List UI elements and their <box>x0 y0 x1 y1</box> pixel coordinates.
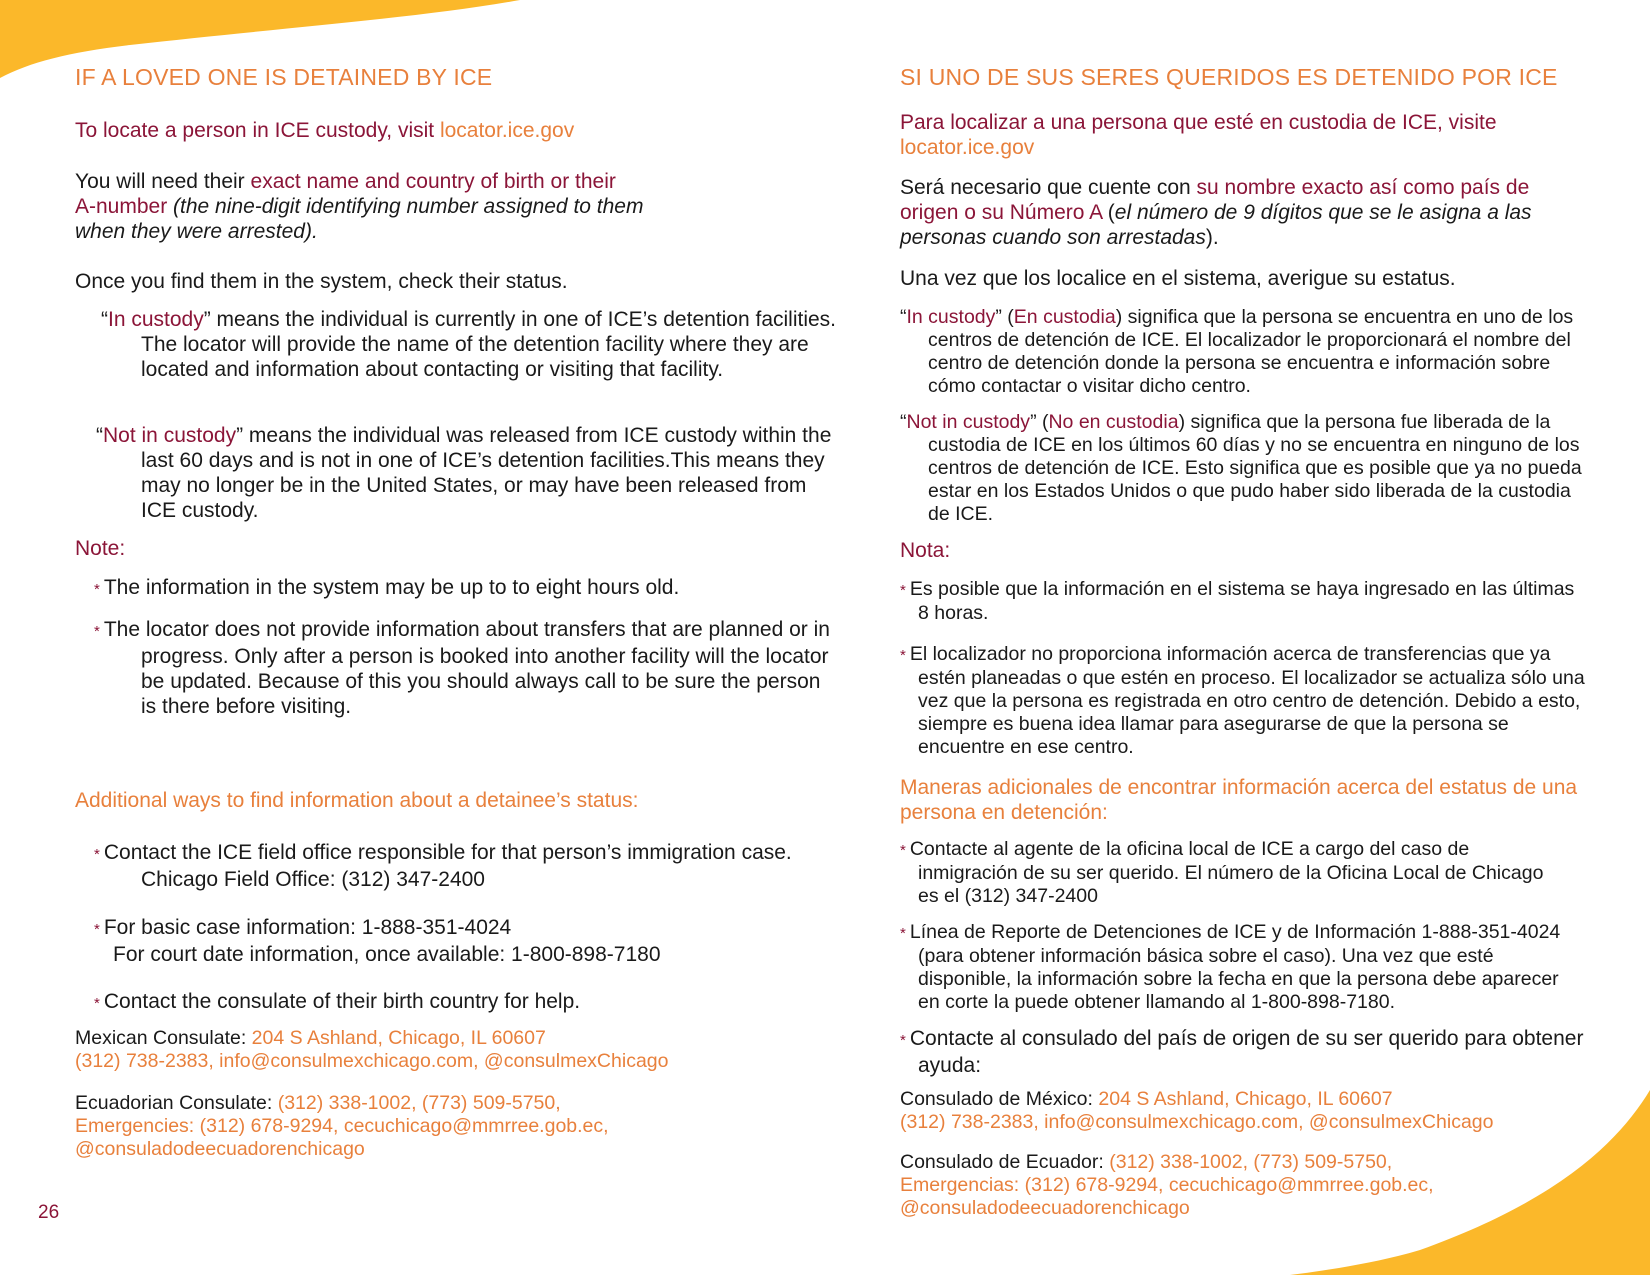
right-note-item: * Es posible que la información en el sistema se haya ingresado en las últimas 8 horas. <box>900 578 1575 624</box>
right-ecuadorian-consulate: Consulado de Ecuador: (312) 338-1002, (773) 509-5750, Emergencias: (312) 678-9294, cecuchicago@mmrree.gob.ec, @consuladodeecuadorenchicago <box>900 1151 1434 1219</box>
left-additional-item: * Contact the ICE field office responsible for that person’s immigration case. Chicago Field Office: (312) 347-2400 <box>94 841 792 891</box>
right-additional-item: * Contacte al consulado del país de origen de su ser querido para obtener ayuda: <box>900 1027 1584 1077</box>
right-locate-paragraph: Para localizar a una persona que esté en custodia de ICE, visite locator.ice.gov <box>900 111 1497 159</box>
locator-link[interactable]: locator.ice.gov <box>900 136 1035 159</box>
asterisk-bullet-icon: * <box>900 1032 906 1049</box>
left-additional-heading: Additional ways to find information about a detainee’s status: <box>75 789 639 812</box>
locator-link[interactable]: locator.ice.gov <box>439 119 575 142</box>
asterisk-bullet-icon: * <box>94 846 100 863</box>
right-not-custody-item: “Not in custody” (No en custodia) significa que la persona fue liberada de la custodia de ICE en los últimos 60 días y no se encuentra en ninguno de los centros de detención de ICE. Esto significa que es posible que ya no pueda estar en los Estados Unidos o que pudo haber sido liberada de la custodia de ICE. <box>900 411 1582 525</box>
asterisk-bullet-icon: * <box>900 925 906 942</box>
page-number: 26 <box>38 1202 60 1223</box>
asterisk-bullet-icon: * <box>900 842 906 859</box>
asterisk-bullet-icon: * <box>94 995 100 1012</box>
asterisk-bullet-icon: * <box>94 921 100 938</box>
right-mexican-consulate: Consulado de México: 204 S Ashland, Chicago, IL 60607 (312) 738-2383, info@consulmexchicago.com, @consulmexChicago <box>900 1088 1494 1133</box>
left-in-custody-item: “In custody” means the individual is currently in one of ICE’s detention facilities. The locator will provide the name of the detention facility where they are located and information about contacting or visiting that facility. <box>101 308 837 381</box>
asterisk-bullet-icon: * <box>94 581 100 598</box>
left-additional-item: * Contact the consulate of their birth country for help. <box>94 990 581 1013</box>
asterisk-bullet-icon: * <box>94 623 100 640</box>
right-additional-item: * Contacte al agente de la oficina local de ICE a cargo del caso de inmigración de su ser querido. El número de la Oficina Local de Chicago es el (312) 347-2400 <box>900 838 1544 907</box>
left-not-custody-item: “Not in custody” means the individual was released from ICE custody within the last 60 days and is not in one of ICE’s detention facilities.This means they may no longer be in the United States, or may have been released from ICE custody. <box>96 424 832 522</box>
left-locate-paragraph: To locate a person in ICE custody, visit locator.ice.gov <box>75 119 575 142</box>
left-note-item: * The locator does not provide information about transfers that are planned or in progress. Only after a person is booked into another facility will the locator be updated. Because of this you should always call to be sure the person is there before visiting. <box>94 618 830 718</box>
left-need-paragraph: You will need their exact name and country of birth or their A-number (the nine-digit identifying number assigned to them when they were arrested). <box>75 170 644 243</box>
left-page-title: IF A LOVED ONE IS DETAINED BY ICE <box>75 64 493 90</box>
left-ecuadorian-consulate: Ecuadorian Consulate: (312) 338-1002, (773) 509-5750, Emergencies: (312) 678-9294, cecuchicago@mmrree.gob.ec, @consuladodeecuadorenchicago <box>75 1092 609 1160</box>
mexican-consulate-contact[interactable]: (312) 738-2383, info@consulmexchicago.com, @consulmexChicago <box>900 1111 1494 1133</box>
right-need-paragraph: Será necesario que cuente con su nombre exacto así como país de origen o su Número A (el número de 9 dígitos que se le asigna a las personas cuando son arrestadas). <box>900 176 1532 249</box>
left-note-label: Note: <box>75 537 126 560</box>
left-additional-item: * For basic case information: 1-888-351-4024 For court date information, once available: 1-800-898-7180 <box>94 916 661 966</box>
left-note-item: * The information in the system may be up to to eight hours old. <box>94 576 680 599</box>
right-additional-item: * Línea de Reporte de Detenciones de ICE y de Información 1-888-351-4024 (para obtener información básica sobre el caso). Una vez que esté disponible, la información sobre la fecha en que la persona debe aparecer en corte la puede obtener llamando al 1-800-898-7180. <box>900 921 1561 1013</box>
left-find-paragraph: Once you find them in the system, check their status. <box>75 270 568 293</box>
right-in-custody-item: “In custody” (En custodia) significa que la persona se encuentra en uno de los centros de detención de ICE. El localizador le proporcionará el nombre del centro de detención donde la persona se encuentra e información sobre cómo contactar o visitar dicho centro. <box>900 306 1574 397</box>
asterisk-bullet-icon: * <box>900 647 906 664</box>
right-note-item: * El localizador no proporciona información acerca de transferencias que ya estén planeadas o que estén en proceso. El localizador se actualiza sólo una vez que la persona es registrada en otro centro de detención. Debido a esto, siempre es buena idea llamar para asegurarse de que la persona se encuentre en ese centro. <box>900 643 1585 758</box>
right-additional-heading: Maneras adicionales de encontrar información acerca del estatus de una persona en detención: <box>900 776 1578 824</box>
right-find-paragraph: Una vez que los localice en el sistema, averigue su estatus. <box>900 267 1456 290</box>
left-mexican-consulate: Mexican Consulate: 204 S Ashland, Chicago, IL 60607 (312) 738-2383, info@consulmexchicago.com, @consulmexChicago <box>75 1027 669 1072</box>
mexican-consulate-contact[interactable]: (312) 738-2383, info@consulmexchicago.com, @consulmexChicago <box>75 1050 669 1072</box>
right-note-label: Nota: <box>900 539 951 562</box>
right-page-title: SI UNO DE SUS SERES QUERIDOS ES DETENIDO POR ICE <box>900 64 1558 90</box>
asterisk-bullet-icon: * <box>900 582 906 599</box>
